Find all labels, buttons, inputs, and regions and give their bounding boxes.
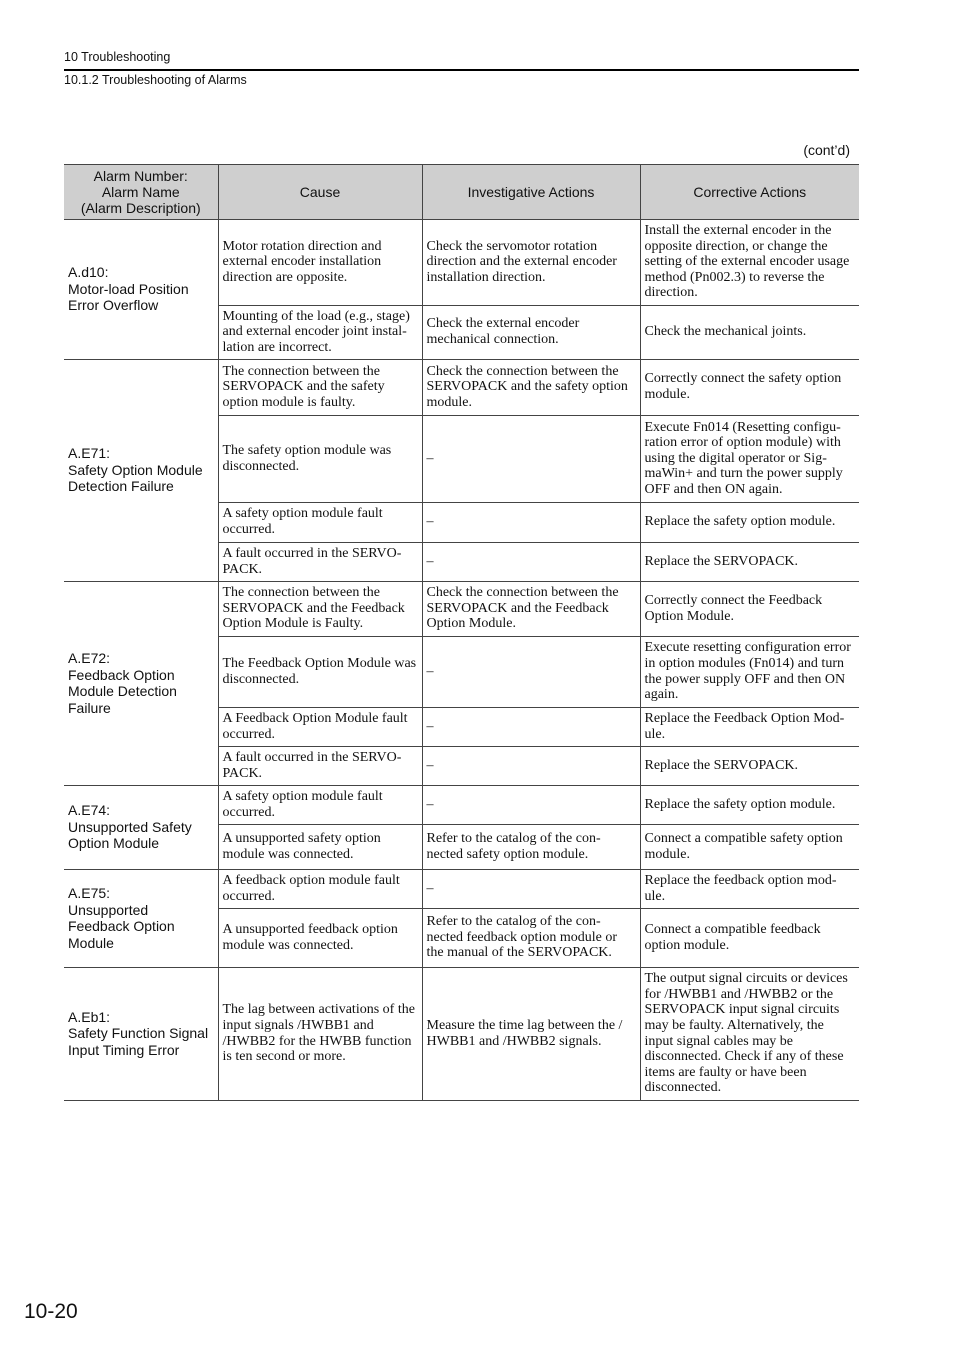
corrective-cell: Correctly connect the safety option module. xyxy=(640,360,859,416)
cause-cell: A unsupported feedback option module was connected. xyxy=(218,909,422,968)
alarm-number: A.E71: xyxy=(68,445,111,462)
alarm-number: A.d10: xyxy=(68,264,109,281)
column-header-cause: Cause xyxy=(218,165,422,220)
column-header-alarm xyxy=(64,165,218,220)
corrective-cell: Install the external encoder in the opposite direction, or change the setting of the external encoder usage method (Pn002.3) to reverse the direction. xyxy=(640,220,859,306)
column-header-corrective: Corrective Actions xyxy=(640,165,859,220)
alarm-number: A.E75: xyxy=(68,885,111,901)
corrective-cell: Execute Fn014 (Resetting configu-ration error of option module) with using the digital operator or Sig-maWin+ and turn the power supply OFF and then ON again. xyxy=(640,416,859,503)
corrective-cell: Check the mechanical joints. xyxy=(640,306,859,360)
corrective-cell: Replace the safety option module. xyxy=(640,503,859,543)
page-number: 10-20 xyxy=(24,1300,78,1323)
cause-cell: The connection between the SERVOPACK and the safety option module is faulty. xyxy=(218,360,422,416)
header-rule xyxy=(64,69,859,71)
investigative-cell: Refer to the catalog of the con-nected feedback option module or the manual of the SERVOPACK. xyxy=(422,909,640,968)
investigative-cell: Refer to the catalog of the con-nected safety option module. xyxy=(422,825,640,870)
corrective-cell: Connect a compatible feedback option module. xyxy=(640,909,859,968)
table-row xyxy=(64,582,859,637)
cause-cell: A fault occurred in the SERVO-PACK. xyxy=(218,543,422,582)
cause-cell: A safety option module fault occurred. xyxy=(218,503,422,543)
alarm-number: A.E72: xyxy=(68,650,111,666)
investigative-cell: – xyxy=(422,416,640,503)
continued-note: (cont’d) xyxy=(803,142,850,158)
alarm-name: Motor-load Position Error Overflow xyxy=(68,280,189,314)
investigative-cell: Measure the time lag between the / HWBB1 and /HWBB2 signals. xyxy=(422,968,640,1101)
investigative-cell: – xyxy=(422,708,640,747)
alarm-name: Feedback Option Module Detection Failure xyxy=(68,666,177,716)
alarm-cell xyxy=(64,360,218,582)
investigative-cell: Check the external encoder mechanical connection. xyxy=(422,306,640,360)
alarm-cell xyxy=(64,870,218,968)
column-header-alarm-line: (Alarm Description) xyxy=(80,200,201,216)
corrective-cell: Correctly connect the Feedback Option Module. xyxy=(640,582,859,637)
investigative-cell: – xyxy=(422,503,640,543)
corrective-cell: Replace the feedback option mod-ule. xyxy=(640,870,859,909)
investigative-cell: – xyxy=(422,543,640,582)
cause-cell: The connection between the SERVOPACK and the Feedback Option Module is Faulty. xyxy=(218,582,422,637)
chapter-header: 10 Troubleshooting xyxy=(64,50,171,64)
corrective-cell: Replace the SERVOPACK. xyxy=(640,543,859,582)
cause-cell: A safety option module fault occurred. xyxy=(218,786,422,825)
corrective-cell: Replace the safety option module. xyxy=(640,786,859,825)
alarm-cell xyxy=(64,968,218,1101)
alarm-table-body xyxy=(64,220,859,1101)
investigative-cell: Check the connection between the SERVOPACK and the safety option module. xyxy=(422,360,640,416)
cause-cell: A fault occurred in the SERVO-PACK. xyxy=(218,747,422,786)
corrective-cell: Execute resetting configuration error in option modules (Fn014) and turn the power supply OFF and then ON again. xyxy=(640,637,859,708)
corrective-cell: Connect a compatible safety option module. xyxy=(640,825,859,870)
alarm-name: Safety Function Signal Input Timing Error xyxy=(68,1025,209,1058)
investigative-cell: – xyxy=(422,637,640,708)
investigative-cell: Check the connection between the SERVOPACK and the Feedback Option Module. xyxy=(422,582,640,637)
cause-cell: The safety option module was disconnected. xyxy=(218,416,422,503)
alarm-number: A.Eb1: xyxy=(68,1008,111,1025)
alarm-cell xyxy=(64,220,218,360)
investigative-cell: – xyxy=(422,786,640,825)
table-row xyxy=(64,968,859,1101)
investigative-cell: Check the servomotor rotation direction and the external encoder installation direction. xyxy=(422,220,640,306)
column-header-investigative: Investigative Actions xyxy=(422,165,640,220)
alarm-cell xyxy=(64,786,218,870)
cause-cell: The lag between activations of the input signals /HWBB1 and /HWBB2 for the HWBB function is ten second or more. xyxy=(218,968,422,1101)
cause-cell: A unsupported safety option module was connected. xyxy=(218,825,422,870)
column-header-alarm-line: Alarm Name xyxy=(101,184,180,200)
corrective-cell: Replace the Feedback Option Mod-ule. xyxy=(640,708,859,747)
cause-cell: Mounting of the load (e.g., stage) and external encoder joint instal-lation are incorrect. xyxy=(218,306,422,360)
cause-cell: A feedback option module fault occurred. xyxy=(218,870,422,909)
section-header: 10.1.2 Troubleshooting of Alarms xyxy=(64,73,247,87)
alarm-name: Safety Option Module Detection Failure xyxy=(68,461,203,495)
alarm-table xyxy=(64,164,859,1101)
table-row xyxy=(64,360,859,416)
alarm-name: Unsupported Safety Option Module xyxy=(68,818,192,852)
cause-cell: A Feedback Option Module fault occurred. xyxy=(218,708,422,747)
table-header-row xyxy=(64,165,859,220)
alarm-cell xyxy=(64,582,218,786)
cause-cell: The Feedback Option Module was disconnected. xyxy=(218,637,422,708)
corrective-cell: Replace the SERVOPACK. xyxy=(640,747,859,786)
alarm-name: Unsupported Feedback Option Module xyxy=(68,901,175,951)
investigative-cell: – xyxy=(422,747,640,786)
column-header-alarm-line: Alarm Number: xyxy=(93,168,188,184)
alarm-number: A.E74: xyxy=(68,802,111,819)
corrective-cell: The output signal circuits or devices for /HWBB1 and /HWBB2 or the SERVOPACK input signal circuits may be faulty. Alternatively, the input signal cables may be disconnected. Check if any of these items are faulty or have been disconnected. xyxy=(640,968,859,1101)
table-row xyxy=(64,220,859,306)
cause-cell: Motor rotation direction and external encoder installation direction are opposite. xyxy=(218,220,422,306)
table-row xyxy=(64,786,859,825)
table-row xyxy=(64,870,859,909)
investigative-cell: – xyxy=(422,870,640,909)
